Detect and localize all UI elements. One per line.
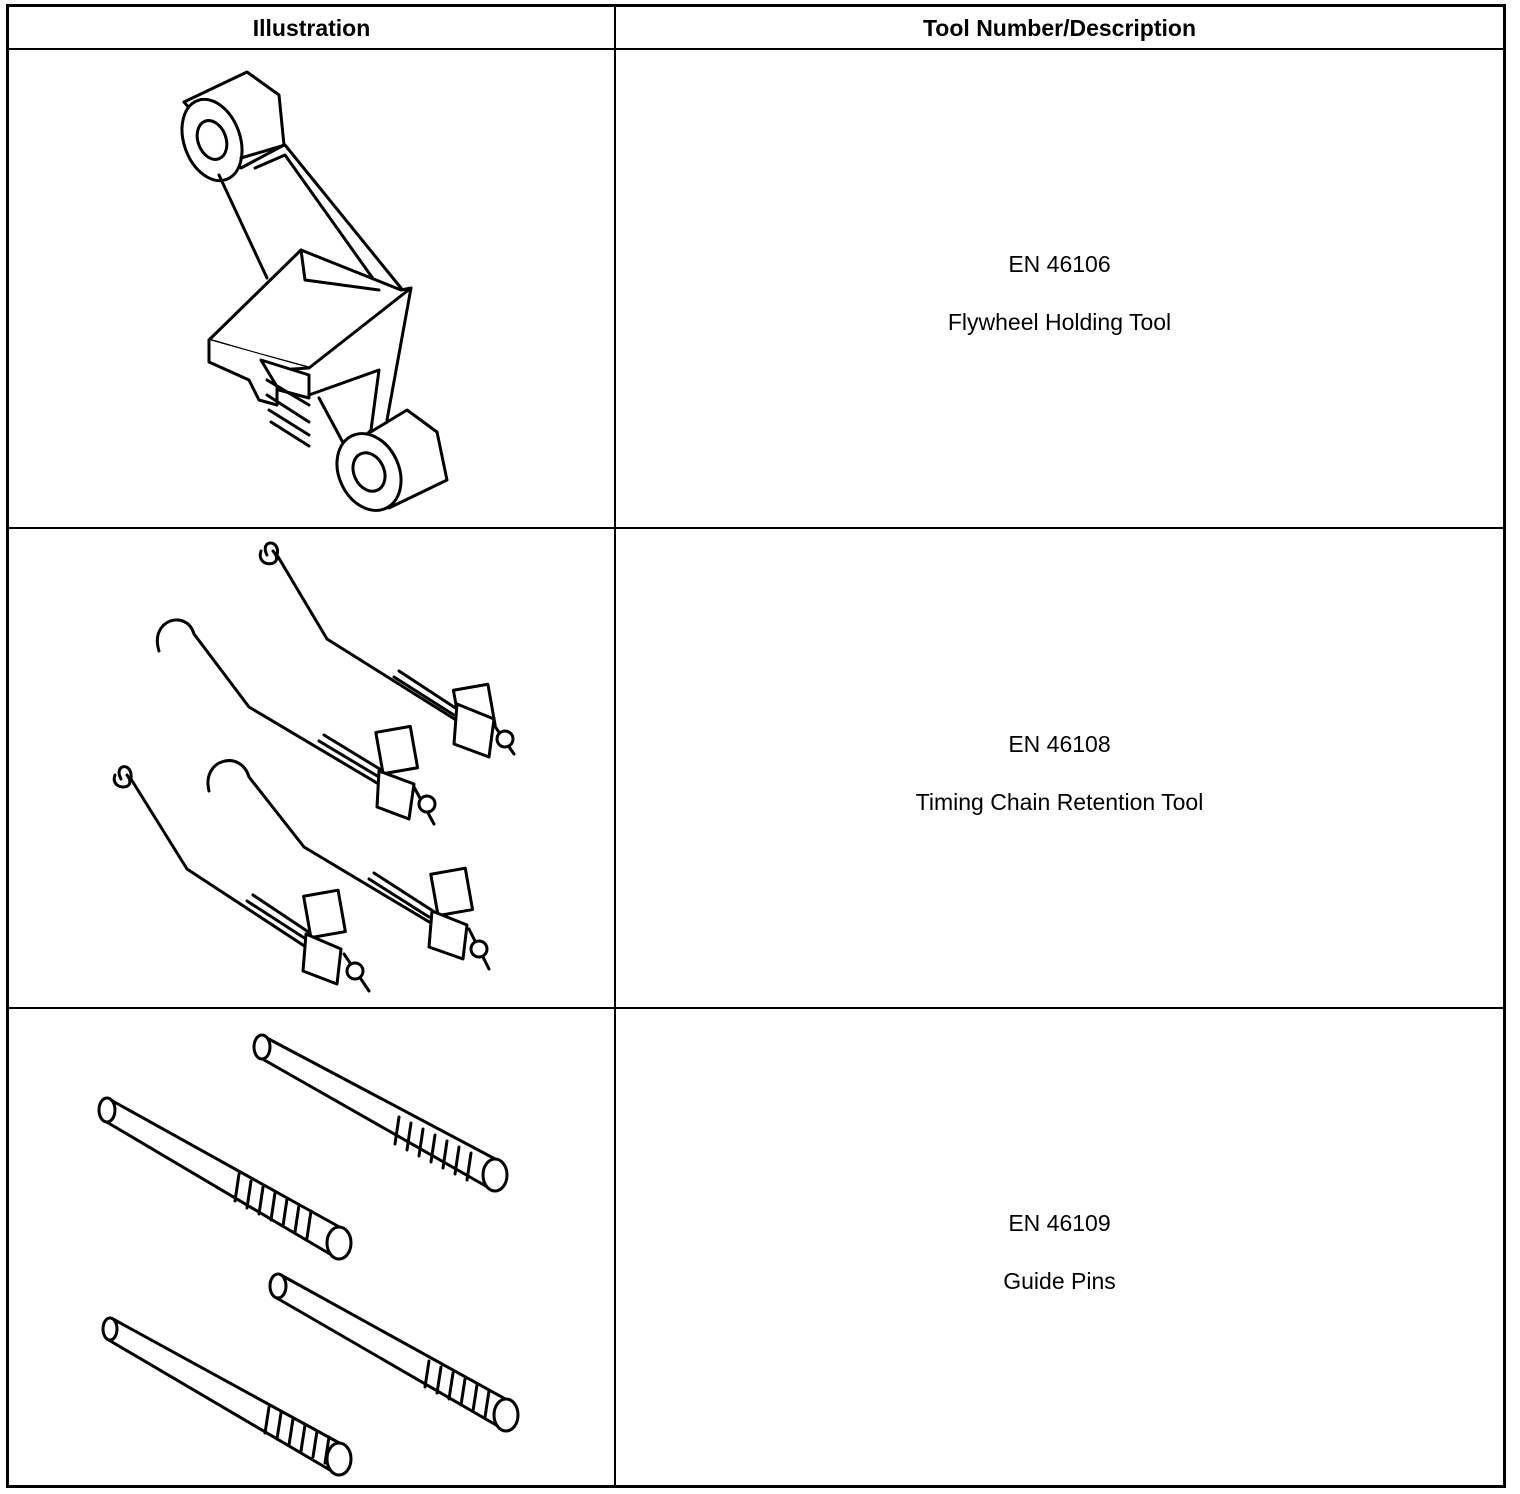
tool-description: Flywheel Holding Tool (947, 309, 1172, 335)
retention-tool-2 (157, 620, 435, 824)
tool-description-cell (616, 1210, 1503, 1295)
retention-tool-3 (208, 761, 489, 969)
timing-chain-retention-tool-icon (9, 529, 614, 1007)
tool-number: EN 46106 (1008, 251, 1111, 277)
flywheel-holding-tool-icon (9, 50, 614, 527)
guide-pin-3 (270, 1274, 518, 1431)
guide-pins-icon (9, 1009, 614, 1487)
tool-description-cell (616, 731, 1503, 816)
guide-pin-4 (103, 1318, 351, 1475)
tool-number: EN 46108 (1008, 731, 1111, 757)
tool-description-cell (616, 251, 1503, 336)
header-tool-number-description: Tool Number/Description (922, 15, 1197, 41)
special-tools-table (6, 4, 1506, 1488)
retention-tool-1 (260, 543, 514, 757)
tool-description: Guide Pins (1003, 1268, 1116, 1294)
tool-description: Timing Chain Retention Tool (915, 789, 1204, 815)
retention-tool-4 (114, 767, 369, 991)
header-illustration: Illustration (252, 15, 371, 41)
tool-number: EN 46109 (1008, 1210, 1111, 1236)
guide-pin-2 (99, 1098, 351, 1259)
guide-pin-1 (254, 1035, 507, 1191)
